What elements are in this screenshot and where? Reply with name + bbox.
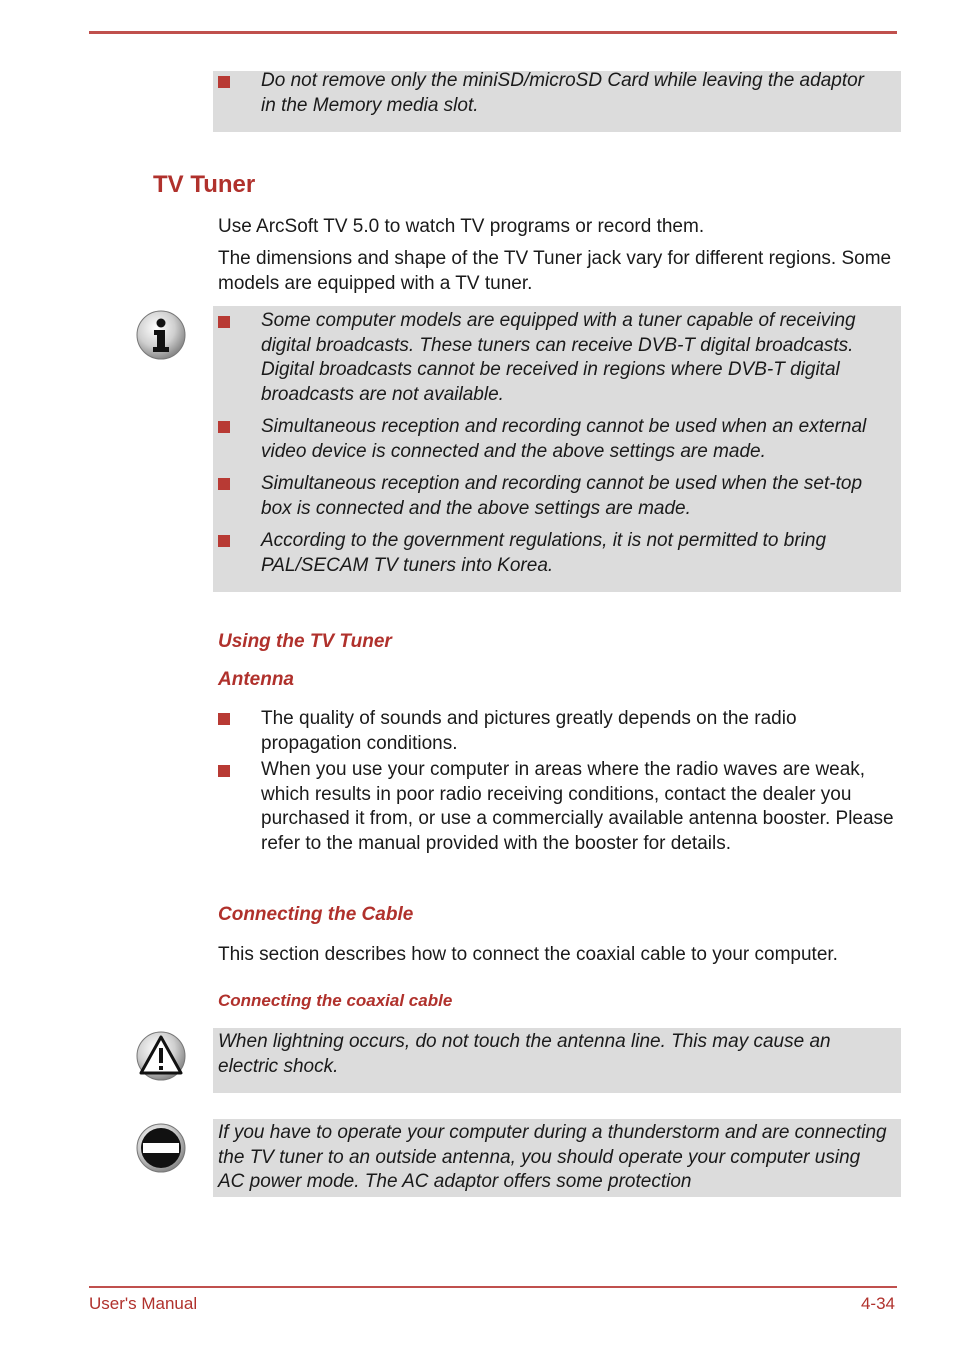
bullet-icon xyxy=(218,535,230,547)
section-para-1: Use ArcSoft TV 5.0 to watch TV programs or record them. xyxy=(218,216,705,237)
prohibition-icon xyxy=(135,1122,187,1174)
info-note xyxy=(213,306,901,592)
caution-note xyxy=(213,1119,901,1197)
header-rule xyxy=(89,31,897,34)
bullet-icon xyxy=(218,765,230,777)
footer-rule xyxy=(89,1286,897,1288)
info-icon xyxy=(135,309,187,361)
info-note-item: According to the government regulations, it is not permitted to bring PAL/SECAM TV tuners into Korea. xyxy=(261,530,827,576)
top-note xyxy=(213,71,901,132)
warning-triangle-icon xyxy=(135,1030,187,1082)
cable-para: This section describes how to connect the coaxial cable to your computer. xyxy=(218,944,838,965)
warning-note-text: When lightning occurs, do not touch the antenna line. This may cause an electric shock. xyxy=(218,1031,831,1077)
antenna-item: The quality of sounds and pictures greatly depends on the radio propagation conditions. xyxy=(261,708,797,754)
cable-heading: Connecting the Cable xyxy=(218,904,414,925)
bullet-icon xyxy=(218,76,230,88)
bullet-icon xyxy=(218,478,230,490)
warning-note xyxy=(213,1028,901,1093)
footer-title: User's Manual xyxy=(89,1294,198,1313)
antenna-heading: Antenna xyxy=(218,669,294,690)
bullet-icon xyxy=(218,316,230,328)
section-title: TV Tuner xyxy=(153,171,256,198)
info-note-item: Simultaneous reception and recording cannot be used when an external video device is connected and the above settings are made. xyxy=(261,416,867,462)
bullet-icon xyxy=(218,713,230,725)
using-heading: Using the TV Tuner xyxy=(218,631,392,652)
info-note-item: Simultaneous reception and recording cannot be used when the set-top box is connected and the above settings are made. xyxy=(261,473,863,519)
coaxial-heading: Connecting the coaxial cable xyxy=(218,991,453,1010)
antenna-item: When you use your computer in areas where the radio waves are weak, which results in poor radio receiving conditions, contact the dealer you purchased it from, or use a commercially available antenna booster. Please refer to the manual provided with the booster for details. xyxy=(261,759,894,854)
info-note-item: Some computer models are equipped with a tuner capable of receiving digital broadcasts. These tuners can receive DVB-T digital broadcasts. Digital broadcasts cannot be received in regions where DVB-T digital broadcasts are not available. xyxy=(261,310,856,405)
section-para-2: The dimensions and shape of the TV Tuner jack vary for different regions. Some models are equipped with a TV tuner. xyxy=(218,248,892,294)
caution-note-text: If you have to operate your computer during a thunderstorm and are connecting the TV tuner to an outside antenna, you should operate your computer using AC power mode. The AC adaptor offers some protection xyxy=(218,1122,887,1192)
top-note-text: Do not remove only the miniSD/microSD Card while leaving the adaptor in the Memory media slot. xyxy=(261,70,864,116)
page-number: 4-34 xyxy=(860,1294,895,1313)
bullet-icon xyxy=(218,421,230,433)
